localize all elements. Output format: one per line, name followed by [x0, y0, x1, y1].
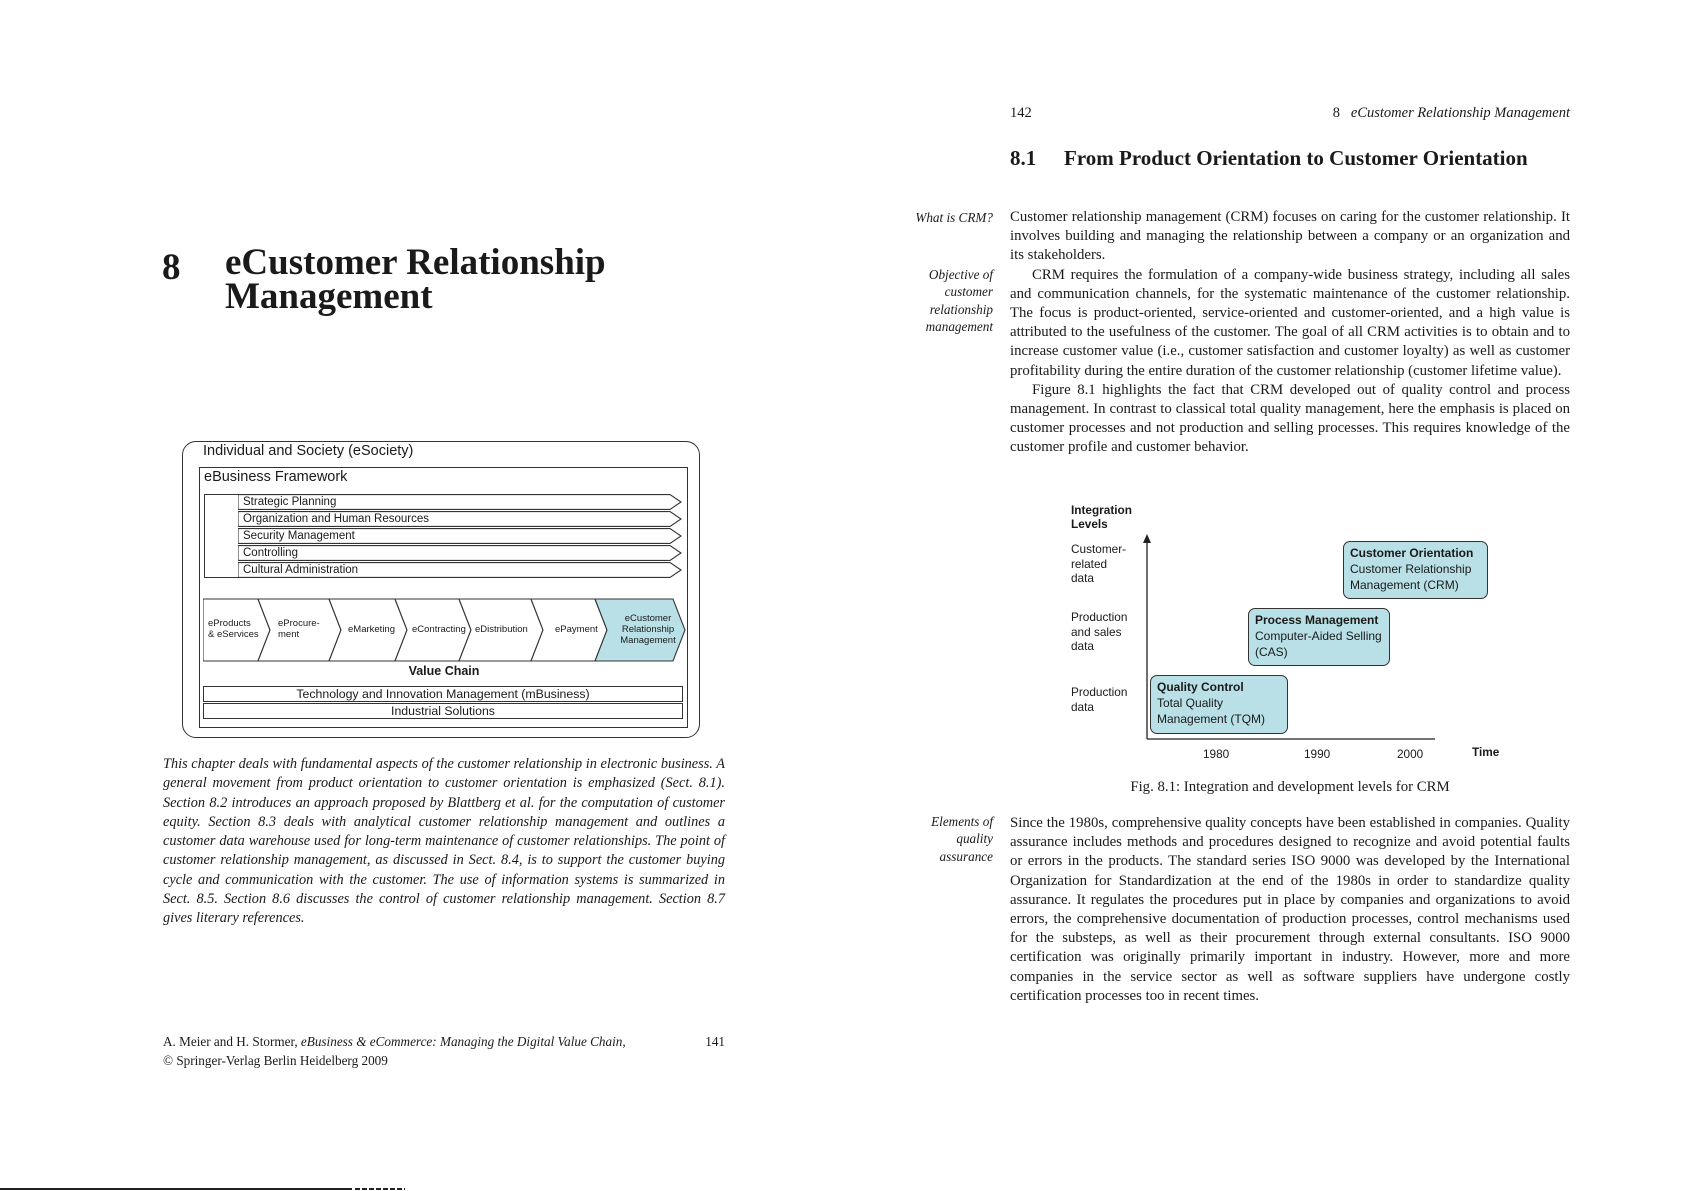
value-chain-step: eContracting	[412, 624, 466, 635]
bottom-dash	[355, 1188, 405, 1190]
management-layer	[238, 562, 682, 578]
section-title: From Product Orientation to Customer Orientation	[1064, 146, 1528, 170]
management-layer	[238, 511, 682, 527]
margin-note: Objective of customer relationship management	[925, 267, 993, 335]
section-number: 8.1	[1010, 146, 1037, 170]
value-chain-step: eDistribution	[475, 624, 528, 635]
management-layer-label: Security Management	[243, 530, 355, 542]
stage-quality-control	[1150, 675, 1288, 734]
management-layer	[238, 545, 682, 561]
footer-authors: A. Meier and H. Stormer,	[163, 1034, 301, 1049]
paragraph: CRM requires the formulation of a company-wide business strategy, including all sales and communication channels, for the systematic maintenance of the customer relationship. The focus is product-oriented, service-oriented and customer-oriented, and a high value is attributed to the usefulness of the customer. The goal of all CRM activities is to obtain and to increase customer value (i.e., customer satisfaction and customer loyalty) as well as customer profitability during the entire duration of the customer relationship (customer lifetime value).	[1010, 266, 1570, 379]
stage-title: Customer Orientation	[1350, 546, 1474, 560]
footer-copyright: © Springer-Verlag Berlin Heidelberg 2009	[163, 1053, 388, 1068]
crm-integration-figure	[1050, 498, 1510, 763]
technology-innovation-layer: Technology and Innovation Management (mBusiness)	[203, 686, 683, 702]
industrial-solutions-layer: Industrial Solutions	[203, 703, 683, 719]
stage-title: Quality Control	[1157, 680, 1244, 694]
management-layer-label: Strategic Planning	[243, 496, 337, 508]
body-text	[1010, 208, 1570, 458]
level-label: Production and sales data	[1071, 610, 1128, 653]
footer-page-number: 141	[705, 1034, 725, 1049]
value-chain	[203, 598, 687, 662]
stage-description: Total Quality Management (TQM)	[1157, 696, 1266, 726]
level-label: Customer- related data	[1071, 542, 1127, 585]
esociety-label: Individual and Society (eSociety)	[203, 443, 414, 459]
management-layer-label: Cultural Administration	[243, 564, 359, 576]
value-chain-title: Value Chain	[408, 664, 480, 678]
chapter-title-line1: eCustomer Relationship	[225, 242, 606, 283]
bottom-rule	[0, 1188, 352, 1190]
chapter-abstract: This chapter deals with fundamental aspects of the customer relationship in electronic business. A general movement from product orientation to customer orientation is emphasized (Sect. 8.1). Section 8.2 introduces an approach proposed by Blattberg et al. for the computation of customer equity. Section 8.3 deals with analytical customer relationship management and outlines a customer data warehouse used for long-term maintenance of customer relationships. The point of customer relationship management, as discussed in Sect. 8.4, is to support the customer buying cycle and communication with the customer. The use of information systems is summarized in Sect. 8.5. Section 8.6 discusses the control of customer relationship management. Section 8.7 gives literary references.	[163, 756, 725, 927]
stage-description: Computer-Aided Selling (CAS)	[1255, 629, 1382, 659]
paragraph: Figure 8.1 highlights the fact that CRM developed out of quality control and process management. In contrast to classical total quality management, here the emphasis is placed on customer processes and not production and selling processes. This requires knowledge of the customer profile and customer behavior.	[1010, 381, 1570, 456]
value-chain-step: ePayment	[555, 624, 598, 635]
stage-customer-orientation	[1343, 541, 1488, 599]
footer-book-title: eBusiness & eCommerce: Managing the Digital Value Chain,	[300, 1034, 626, 1049]
paragraph: Customer relationship management (CRM) focuses on caring for the customer relationship. It involves building and managing the relationship between a company or an organization and its stakeholders.	[1010, 209, 1570, 264]
running-head	[1280, 105, 1570, 122]
footer-line1	[163, 1032, 725, 1051]
management-layer	[238, 528, 682, 544]
running-head-number: 8	[1332, 105, 1341, 121]
management-layer-label: Controlling	[243, 547, 298, 559]
management-bracket	[204, 494, 238, 578]
value-chain-step: eProducts & eServices	[208, 618, 259, 640]
level-label: Production data	[1071, 685, 1128, 714]
x-tick-label: 1980	[1203, 747, 1230, 761]
stage-process-management	[1248, 608, 1390, 666]
value-chain-step: eMarketing	[348, 624, 395, 635]
footer-citation	[163, 1032, 725, 1070]
margin-note: What is CRM?	[915, 210, 993, 225]
chapter-number: 8	[162, 247, 181, 288]
x-tick-label: 2000	[1397, 747, 1424, 761]
y-axis-title: Integration Levels	[1071, 503, 1132, 531]
stage-description: Customer Relationship Management (CRM)	[1350, 562, 1472, 592]
x-tick-label: 1990	[1304, 747, 1331, 761]
running-head-title: eCustomer Relationship Management	[1350, 105, 1570, 121]
x-axis-title: Time	[1472, 745, 1500, 759]
value-chain-step-crm: eCustomer Relationship Management	[620, 613, 676, 646]
paragraph: Since the 1980s, comprehensive quality concepts have been established in companies. Quality assurance includes methods and procedures designed to recognize and avoid potential faults or errors in the products. The standard series ISO 9000 was developed by the International Organization for Standardization at the end of the 1980s in order to standardize quality assurance. It regulates the procedures put in place by companies and organizations to avoid errors, the comprehensive documentation of production processes, control mechanisms used for the substeps, as well as their procurement through external consultants. ISO 9000 certification was originally primarily important in industry. However, more and more companies in the service sector as well as software suppliers have undergone costly certification processes too in recent times.	[1010, 815, 1570, 1004]
management-layer	[238, 494, 682, 510]
figure-caption: Fig. 8.1: Integration and development levels for CRM	[1130, 779, 1450, 795]
stage-title: Process Management	[1255, 613, 1379, 627]
chapter-title-line2: Management	[225, 276, 433, 317]
ebusiness-framework-label: eBusiness Framework	[204, 469, 348, 485]
margin-note: Elements of quality assurance	[931, 814, 993, 864]
page-number: 142	[1010, 105, 1032, 121]
value-chain-step: eProcure- ment	[278, 618, 320, 640]
management-layer-label: Organization and Human Resources	[243, 513, 430, 525]
chapter-title	[225, 242, 725, 317]
